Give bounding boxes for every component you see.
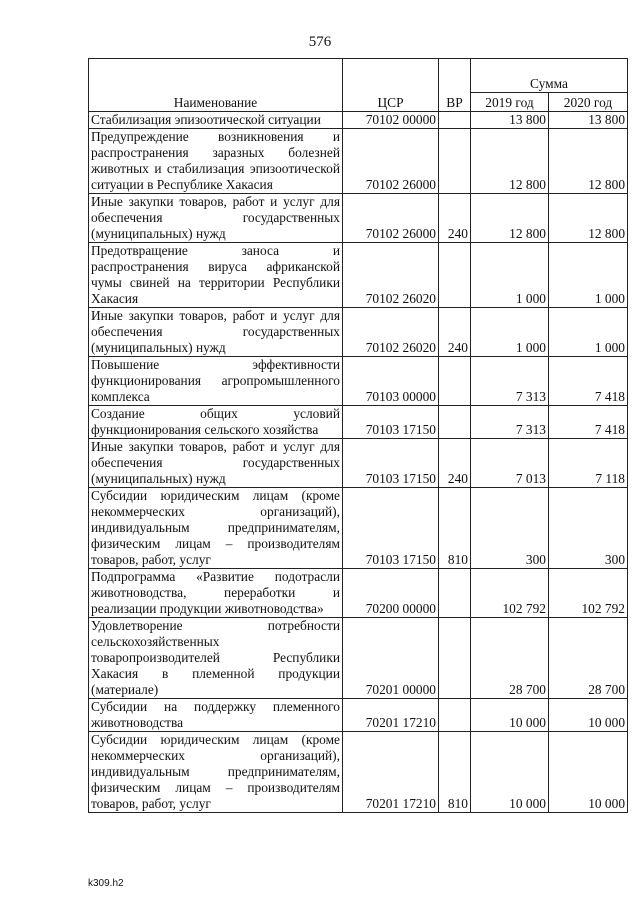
header-name: Наименование — [89, 59, 343, 112]
row-vr — [439, 129, 471, 194]
row-name: Субсидии юридическим лицам (кроме некоммерческих организаций), индивидуальным предпринимателям, физическим лицам – производителям товаров, работ, услуг — [89, 488, 343, 569]
row-sum-2019: 7 313 — [471, 406, 549, 439]
row-vr: 810 — [439, 732, 471, 813]
row-sum-2019: 102 792 — [471, 569, 549, 618]
row-sum-2019: 7 313 — [471, 357, 549, 406]
row-vr — [439, 357, 471, 406]
row-vr — [439, 618, 471, 699]
row-sum-2020: 102 792 — [549, 569, 628, 618]
row-name: Иные закупки товаров, работ и услуг для обеспечения государственных (муниципальных) нужд — [89, 308, 343, 357]
table-row — [89, 569, 628, 618]
row-vr — [439, 699, 471, 732]
row-csr: 70200 00000 — [343, 569, 439, 618]
table-row — [89, 194, 628, 243]
header-vr: ВР — [439, 59, 471, 112]
header-csr: ЦСР — [343, 59, 439, 112]
row-name: Повышение эффективности функционирования агропромышленного комплекса — [89, 357, 343, 406]
row-sum-2020: 1 000 — [549, 243, 628, 308]
row-csr: 70102 00000 — [343, 112, 439, 129]
table-row — [89, 439, 628, 488]
row-sum-2020: 7 118 — [549, 439, 628, 488]
row-name: Стабилизация эпизоотической ситуации — [89, 112, 343, 129]
row-vr — [439, 569, 471, 618]
row-name: Подпрограмма «Развитие подотрасли животноводства, переработки и реализации продукции животноводства» — [89, 569, 343, 618]
row-name: Создание общих условий функционирования сельского хозяйства — [89, 406, 343, 439]
row-sum-2020: 1 000 — [549, 308, 628, 357]
table-row — [89, 732, 628, 813]
row-csr: 70201 17210 — [343, 699, 439, 732]
row-csr: 70201 00000 — [343, 618, 439, 699]
row-vr — [439, 112, 471, 129]
row-vr: 240 — [439, 439, 471, 488]
row-sum-2020: 13 800 — [549, 112, 628, 129]
budget-table — [88, 58, 628, 813]
row-csr: 70201 17210 — [343, 732, 439, 813]
row-name: Иные закупки товаров, работ и услуг для обеспечения государственных (муниципальных) нужд — [89, 439, 343, 488]
table-row — [89, 488, 628, 569]
row-sum-2019: 12 800 — [471, 194, 549, 243]
row-sum-2019: 300 — [471, 488, 549, 569]
row-sum-2020: 10 000 — [549, 732, 628, 813]
row-csr: 70102 26020 — [343, 243, 439, 308]
header-year-2020: 2020 год — [549, 92, 628, 111]
table-row — [89, 129, 628, 194]
table-row — [89, 112, 628, 129]
row-csr: 70103 17150 — [343, 488, 439, 569]
row-sum-2020: 7 418 — [549, 406, 628, 439]
row-sum-2020: 12 800 — [549, 129, 628, 194]
row-sum-2019: 1 000 — [471, 243, 549, 308]
row-csr: 70103 17150 — [343, 439, 439, 488]
row-csr: 70102 26020 — [343, 308, 439, 357]
header-year-2019: 2019 год — [471, 92, 549, 111]
page-number: 576 — [308, 34, 332, 50]
row-name: Субсидии юридическим лицам (кроме некоммерческих организаций), индивидуальным предпринимателям, физическим лицам – производителям товаров, работ, услуг — [89, 732, 343, 813]
table-row — [89, 618, 628, 699]
row-vr: 810 — [439, 488, 471, 569]
row-sum-2019: 1 000 — [471, 308, 549, 357]
row-vr: 240 — [439, 194, 471, 243]
row-sum-2020: 12 800 — [549, 194, 628, 243]
row-name: Предупреждение возникновения и распространения заразных болезней животных и стабилизация эпизоотической ситуации в Республике Хакасия — [89, 129, 343, 194]
table-row — [89, 406, 628, 439]
row-csr: 70103 17150 — [343, 406, 439, 439]
row-name: Иные закупки товаров, работ и услуг для обеспечения государственных (муниципальных) нужд — [89, 194, 343, 243]
row-vr — [439, 243, 471, 308]
row-sum-2019: 13 800 — [471, 112, 549, 129]
row-sum-2020: 10 000 — [549, 699, 628, 732]
table-row — [89, 357, 628, 406]
row-sum-2020: 28 700 — [549, 618, 628, 699]
row-name: Удовлетворение потребности сельскохозяйственных товаропроизводителей Республики Хакасия в племенной продукции (материале) — [89, 618, 343, 699]
row-sum-2019: 28 700 — [471, 618, 549, 699]
row-vr — [439, 406, 471, 439]
row-sum-2019: 12 800 — [471, 129, 549, 194]
row-csr: 70102 26000 — [343, 194, 439, 243]
row-csr: 70102 26000 — [343, 129, 439, 194]
footer-code: k309.h2 — [88, 878, 124, 889]
table-row — [89, 699, 628, 732]
row-sum-2019: 10 000 — [471, 732, 549, 813]
row-sum-2020: 7 418 — [549, 357, 628, 406]
row-csr: 70103 00000 — [343, 357, 439, 406]
row-name: Предотвращение заноса и распространения вируса африканской чумы свиней на территории Республики Хакасия — [89, 243, 343, 308]
row-sum-2019: 7 013 — [471, 439, 549, 488]
header-sum: Сумма — [471, 59, 628, 93]
row-vr: 240 — [439, 308, 471, 357]
table-row — [89, 243, 628, 308]
row-name: Субсидии на поддержку племенного животноводства — [89, 699, 343, 732]
row-sum-2020: 300 — [549, 488, 628, 569]
table-row — [89, 308, 628, 357]
row-sum-2019: 10 000 — [471, 699, 549, 732]
